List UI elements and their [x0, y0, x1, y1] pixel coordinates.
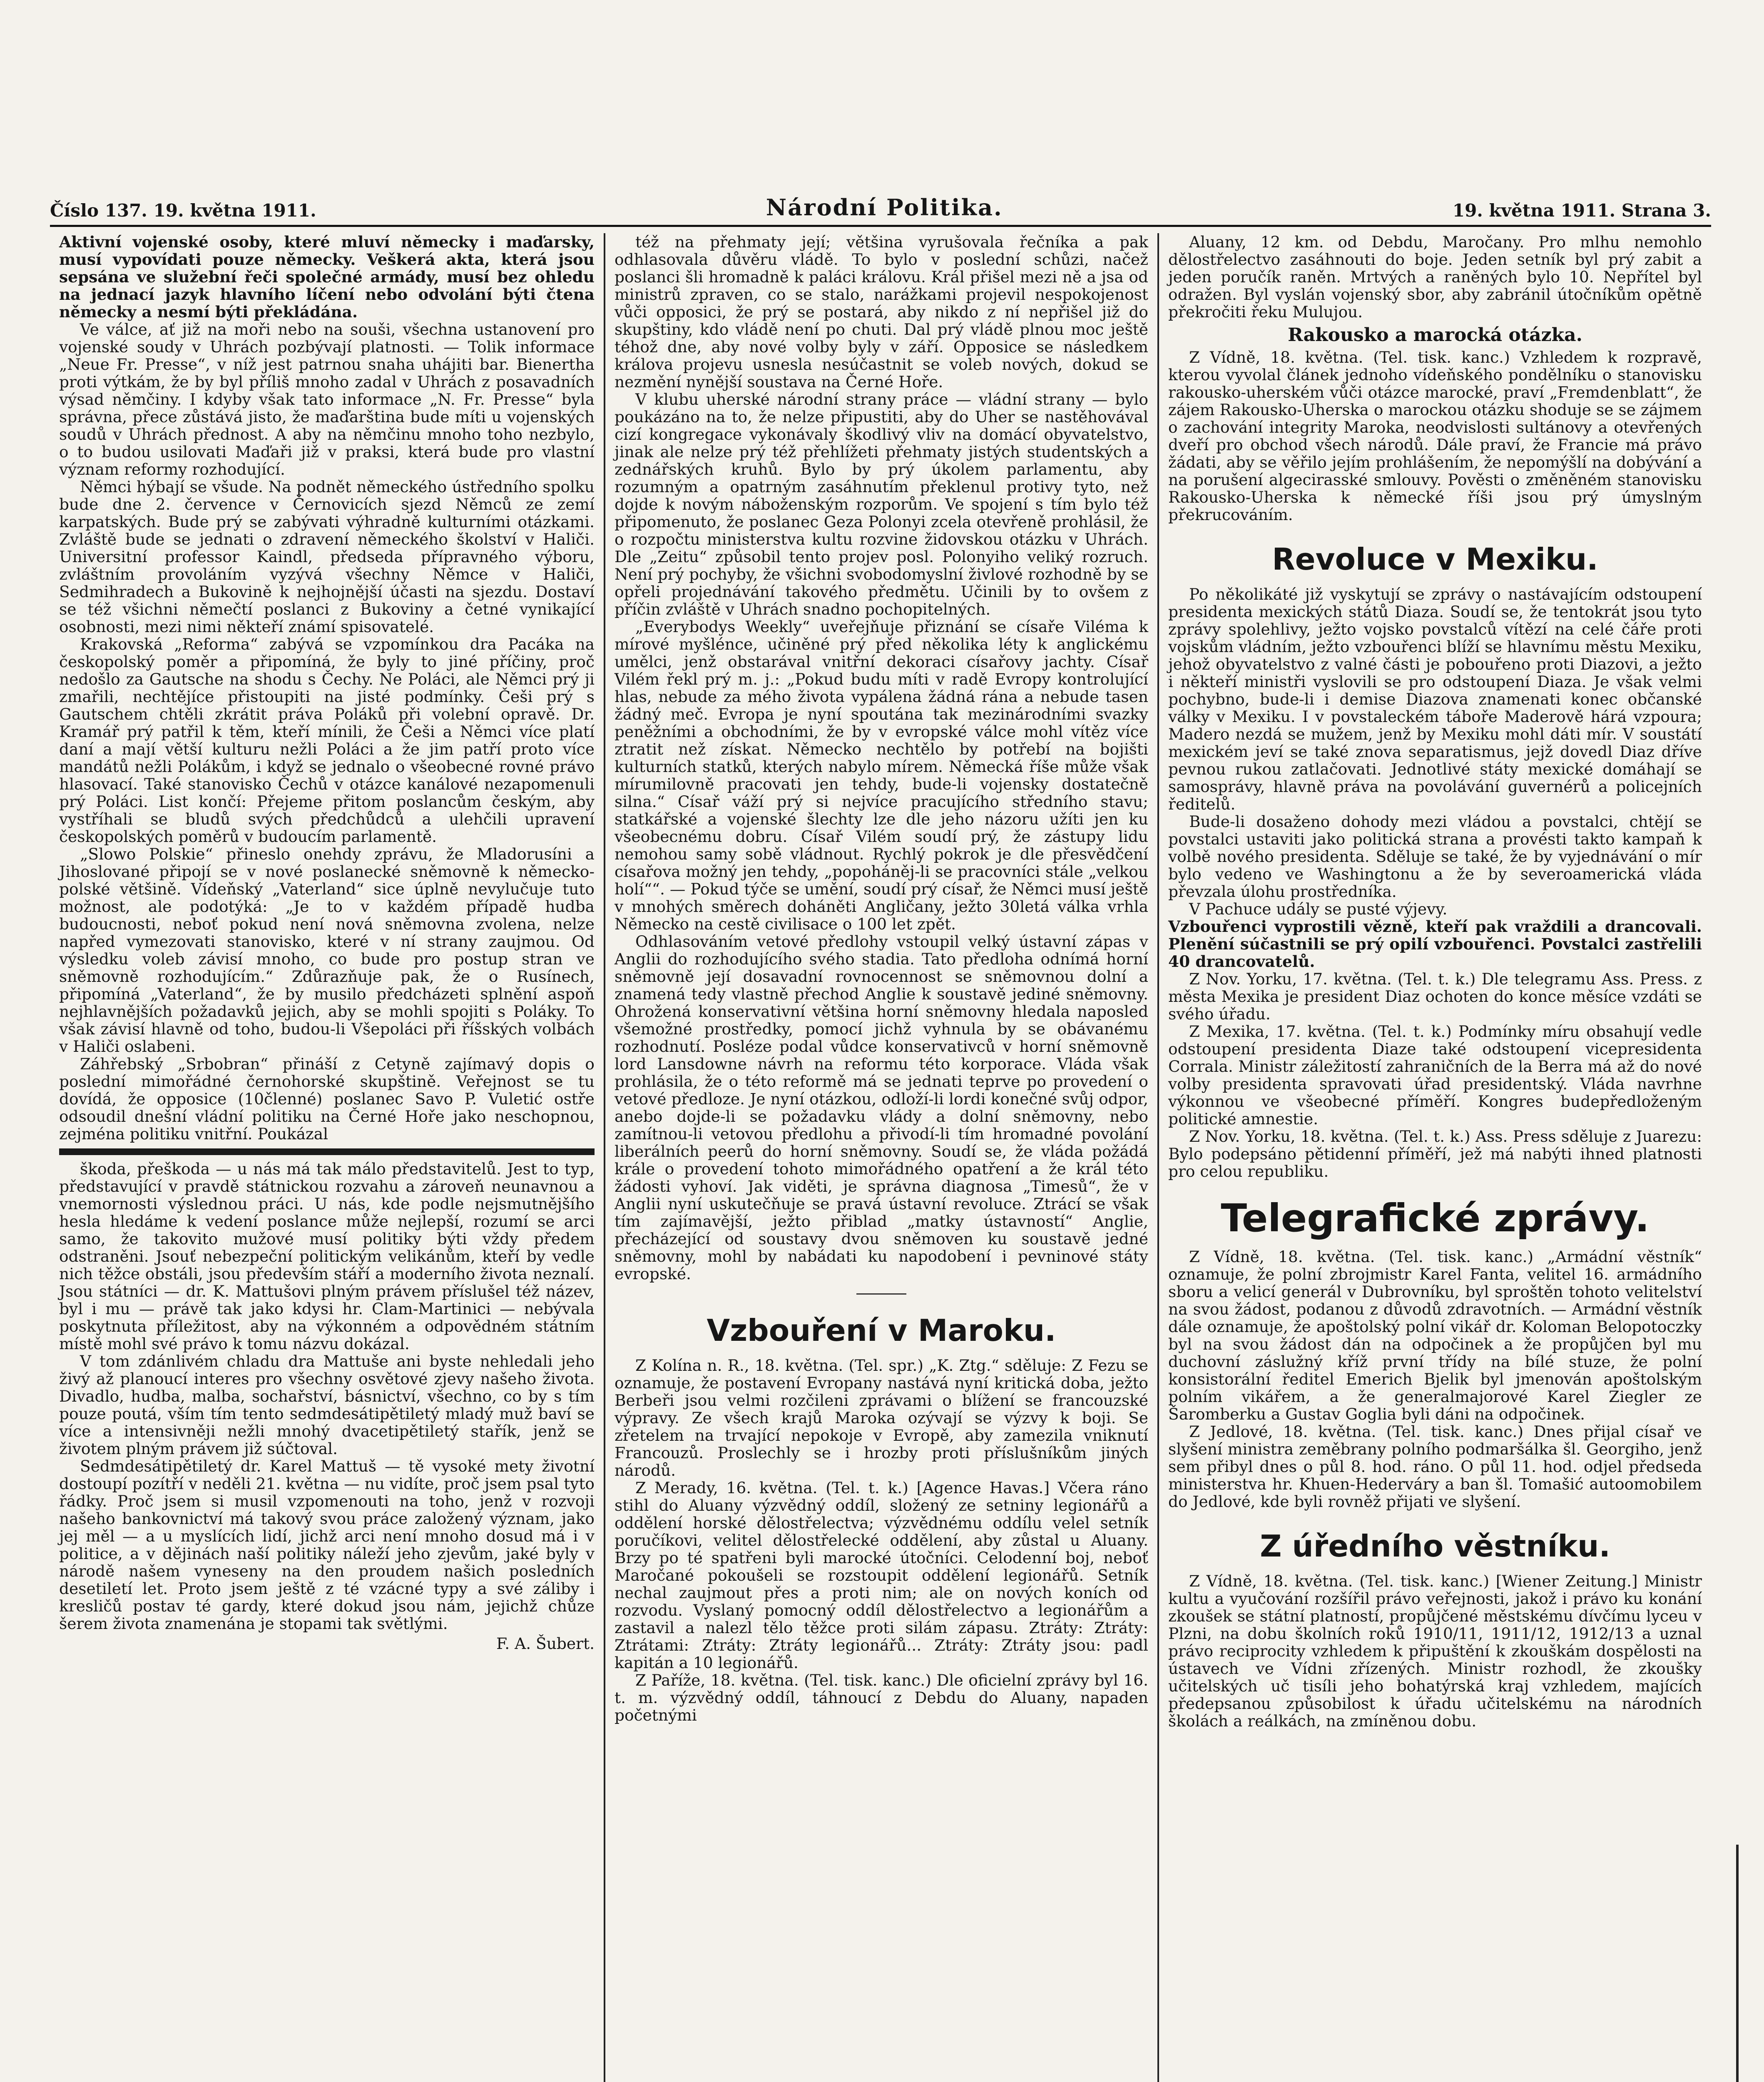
columns — [50, 233, 1711, 2082]
paragraph: V Pachuce udály se pusté výjevy. — [1189, 899, 1448, 918]
page-header — [50, 192, 1711, 221]
paragraph: Záhřebský „Srbobran“ přináší z Cetyně zajímavý dopis o poslední mimořádné černohorské skupštině. Veřejnost se tu dovídá, že opposice (10členné) poslanec Savo P. Vuletić ostře odsoudil dnešní vládní politiku na Černé Hoře jako neschopnou, zejména politiku vnitřní. Poukázal — [59, 1055, 595, 1143]
column-1 — [50, 233, 604, 2082]
paragraph: Aktivní vojenské osoby, které mluví německy i maďarsky, musí vypovídati pouze německy. Veškerá akta, která jsou sepsána ve služební řeči společné armády, musí bez ohledu na jednací jazyk hlavního líčení nebo odvolání býti čtena německy a nesmí býti překládána. — [59, 233, 595, 321]
paragraph: V tom zdánlivém chladu dra Mattuše ani byste nehledali jeho živý až planoucí interes pro všechny osvětové zjevy našeho života. Divadlo, hudba, malba, sochařství, básnictví, všechno, co by s tím pouze poutá, vším tím tento sedmdesátipětiletý mladý muž baví se více a intensivněji nežli mnohý dvacetipětiletý stařík, jenž se životem plným právem již súčtoval. — [59, 1352, 595, 1458]
paragraph: Z Vídně, 18. května. (Tel. tisk. kanc.) Vzhledem k rozpravě, kterou vyvolal článek jednoho vídeňského pondělníku o stanovisku rakousko-uherském vůči otázce marocké, praví „Fremdenblatt“, že zájem Rakousko-Uherska o marockou otázku shoduje se se zájmem o zachování integrity Maroka, neodvislosti sultánovy a otevřených dveří pro obchod všech národů. Dále praví, že Francie má právo žádati, aby se věřilo jejím prohlášením, že nepomýšlí na dobývání a na porušení algecirasské smlouvy. Pověsti o změněném stanovisku Rakousko-Uherska k německé říši jsou prý úmyslným překrucováním. — [1168, 348, 1702, 524]
paragraph: škoda, přeškoda — u nás má tak málo představitelů. Jest to typ, představující v pravdě státnickou rozvahu a zároveň neunavnou a vnemornosti výslednou práci. U nás, kde podle nejsmutnějšího hesla hledáme k vedení poslance může nejlepší, rozumí se arci samo, že takovito mužové musí politiky býti vždy předem odstraněni. Jsouť nebezpeční politickým velikánům, kteří by vedle nich těžce obstáli, jsou především stáří a moderního života neznalí. Jsou státníci — dr. K. Mattušovi plným právem příslušel též název, byl i mu — právě tak jako kdysi hr. Clam-Martinici — nebývala poskytnuta příležitost, aby na výkonném a odpovědném státním místě mohl své právo k tomu názvu dokázal. — [59, 1160, 595, 1353]
paragraph: též na přehmaty její; většina vyrušovala řečníka a pak odhlasovala důvěru vládě. To bylo v poslední schůzi, načež poslanci šli hromadně k paláci královu. Král přišel mezi ně a jsa od ministrů zpraven, co se stalo, narážkami projevil nespokojenost vůči opposici, že prý se postará, aby nikdo z ní nepřišel již do skupštiny, kdo vládě není po chuti. Dal prý vládě plnou moc ještě téhož dne, aby nové volby byly v září. Opposice se následkem králova projevu usnesla nesúčastnit se voleb nových, dokud se nezmění nynější soustava na Černé Hoře. — [615, 233, 1148, 391]
paragraph: Z Mexika, 17. května. (Tel. t. k.) Podmínky míru obsahují vedle odstoupení presidenta Diaze také odstoupení vicepresidenta Corrala. Ministr záležitostí zahraničních de la Berra má až do nové volby presidenta spravovati úřad presidentský. Vláda navrhne výkonnou ve všeobecné příměří. Kongres budepředloženým politické amnestie. — [1168, 1022, 1702, 1128]
paragraph: Z Jedlové, 18. května. (Tel. tisk. kanc.) Dnes přijal císař ve slyšení ministra zeměbrany polního podmaršálka šl. Georgiho, jenž sem přibyl dnes o půl 8. hod. ráno. O půl 11. hod. odjel předseda ministerstva hr. Khuen-Hederváry a ban šl. Tomašić autoomobilem do Jedlové, kde byli rovněž přijati ve slyšení. — [1168, 1422, 1702, 1511]
author-signature: F. A. Šubert. — [496, 1634, 595, 1653]
paragraph: Z Merady, 16. května. (Tel. t. k.) [Agence Havas.] Včera ráno stihl do Aluany výzvědný oddíl, složený ze setniny legionářů a oddělení horské dělostřelectva; výzvědnému oddílu velel setník poručíkovi, velitel dělostřelecké oddělení, aby zůstal u Aluany. Brzy po té spatřeni byli marocké útočníci. Celodenní boj, neboť Maročané pokoušeli se rozstoupit oddělení legionářů. Setník nechal zaujmout přes a proti nim; ale on nových koních od rozvodu. Vyslaný pomocný oddíl dělostřelectvo a legionářům a zastavil a nalezl tělo těžce proti silám zápasu. Ztráty: Ztráty: Ztrátami: Ztráty: Ztráty legionářů... Ztráty: Ztráty jsou: padl kapitán a 10 legionářů. — [615, 1478, 1148, 1672]
column-3 — [1157, 233, 1711, 2082]
paragraph: Bude-li dosaženo dohody mezi vládou a povstalci, chtějí se povstalci ustaviti jako politická strana a provésti takto kampaň k volbě nového presidenta. Sděluje se také, že by vyjednávání o mír bylo vedeno ve Washingtonu a že by severoamerická vláda převzala úlohu prostředníka. — [1168, 812, 1702, 901]
issue-info: Číslo 137. 19. května 1911. — [50, 200, 316, 221]
section-heading: Revoluce v Mexiku. — [1272, 542, 1598, 577]
paragraph: „Slowo Polskie“ přineslo onehdy zprávu, že Mladorusíni a Jihoslované připojí se v nové poslanecké sněmovně k německo-polské většině. Vídeňský „Vaterland“ sice úplně nevylučuje tuto možnost, ale podotýká: „Je to v každém případě hudba budoucnosti, neboť pokud není nová sněmovna zvolena, nelze napřed vymezovati stanovisko, které v ní strany zaujmou. Od výsledku voleb závisí mnoho, co bude pro postup stran ve sněmovně rozhodujícím.“ Zdůrazňuje pak, že o Rusínech, připomíná „Vaterland“, že by musilo předcházeti splnění aspoň nejhlavnějších požadavků jejich, aby se mohli spojiti s Poláky. To však závisí hlavně od toho, budou-li Všepoláci při říšských volbách v Haliči oslabeni. — [59, 845, 595, 1056]
paragraph: Aluany, 12 km. od Debdu, Maročany. Pro mlhu nemohlo dělostřelectvo zasáhnouti do boje. Jeden setník byl prý zabit a jeden poručík raněn. Mrtvých a raněných bylo 10. Nepřítel byl odražen. Byl vyslán vojenský sbor, aby zabránil útočníkům opětně překročiti řeku Mulujou. — [1168, 233, 1702, 321]
paragraph: Krakovská „Reforma“ zabývá se vzpomínkou dra Pacáka na českopolský poměr a připomíná, že byly to jiné příčiny, proč nedošlo za Gautsche na shodu s Čechy. Ne Poláci, ale Němci prý ji zmařili, nechtějíce přistoupiti na jisté podmínky. Češi prý s Gautschem chtěli zkrátit práva Poláků při volební opravě. Dr. Kramář prý patřil k těm, kteří mínili, že Češi a Němci více platí daní a mají větší kulturu nežli Poláci a že jim patří proto více mandátů nežli Polákům, i když se jednalo o všeobecné rovné právo hlasovací. Také stanovisko Čechů v otázce kanálové nezapomenuli prý Poláci. List končí: Přejeme přitom poslancům českým, aby vystříhali se bludů svých předchůdců a ulehčili upravení českopolských poměrů v budoucím parlamentě. — [59, 635, 595, 846]
section-heading: Vzbouření v Maroku. — [707, 1313, 1056, 1348]
column-2 — [604, 233, 1157, 2082]
section-heading: Z úředního věstníku. — [1260, 1528, 1610, 1564]
paragraph: Odhlasováním vetové předlohy vstoupil velký ústavní zápas v Anglii do rozhodujícího svého stadia. Tato předloha odnímá horní sněmovně její dosavadní rovnocennost se sněmovnou dolní a znamená tedy vlastně přechod Anglie k soustavě jediné sněmovny. Ohrožená konservativní většina horní sněmovny hledala naposled všemožné prostředky, pomocí jichž vyhnula by se obávanému rozhodnutí. Posléze podal vůdce konservativců v horní sněmovně lord Lansdowne návrh na reformu této korporace. Vláda však prohlásila, že o této reformě má se jednati teprve po provedení o vetové předloze. Je nyní otázkou, odloží-li lordi konečné svůj odpor, anebo dojde-li se požadavku vlády a dolní sněmovny, nebo zamítnou-li vetovou předlohu a přivodí-li tím hromadné povolání liberálních peerů do horní sněmovny. Soudí se, že vláda požádá krále o provedení tohoto mimořádného opatření a že král této žádosti vyhoví. Jak viděti, je správna diagnosa „Timesů“, že v Anglii nyní uskutečňuje se pravá ústavní revoluce. Ztrácí se však tím zajímavější, ježto přiblad „matky ústavností“ Anglie, přecházející od soustavy dvou sněmoven ku soustavě jedné sněmovny, mohl by nabádati ku napodobení i pevninové státy evropské. — [615, 932, 1148, 1283]
section-heading: Rakousko a marocká otázka. — [1288, 324, 1582, 346]
masthead: Národní Politika. — [766, 194, 1003, 221]
paragraph: Z Vídně, 18. května. (Tel. tisk. kanc.) „Armádní věstník“ oznamuje, že polní zbrojmistr Karel Fanta, velitel 16. armádního sboru a velicí generál v Dubrovníku, byl sproštěn tohoto velitelství na svou žádost, podanou z důvodů zdravotních. — Armádní věstník dále oznamuje, že apoštolský polní vikář dr. Koloman Belopotoczky byl na svou žádost dán na odpočinek a že propůjčen byl mu duchovní záslužný kříž první třídy na bílé stuze, že polní konsistorální ředitel Emerich Bjelik byl jmenován apoštolským polním vikářem, a že generalmajorové Karel Ziegler ze Šaromberku a Gustav Goglia byli dáni na odpočinek. — [1168, 1247, 1702, 1423]
paragraph: Z Kolína n. R., 18. května. (Tel. spr.) „K. Ztg.“ sděluje: Z Fezu se oznamuje, že postavení Evropany nastává nyní kritická doba, ježto Berbeři jsou velmi rozčileni zprávami o blížení se francouzské výpravy. Ze všech krajů Maroka ozývají se výzvy k boji. Se zřetelem na trvající nepokoje v Evropě, aby zamezila vniknutí Francouzů. Proslechly se i hrozby proti příslušníkům jiných národů. — [615, 1356, 1148, 1479]
paragraph: Z Paříže, 18. května. (Tel. tisk. kanc.) Dle oficielní zprávy byl 16. t. m. výzvědný oddíl, táhnoucí z Debdu do Aluany, napaden početnými — [615, 1671, 1148, 1724]
header-rule — [50, 225, 1711, 227]
date-page-info: 19. května 1911. Strana 3. — [1452, 200, 1711, 221]
section-heading: Telegrafické zprávy. — [1221, 1195, 1650, 1240]
paragraph: Z Nov. Yorku, 18. května. (Tel. t. k.) Ass. Press sděluje z Juarezu: Bylo podepsáno pětidenní příměří, jež má nabýti ihned platnosti pro celou republiku. — [1168, 1127, 1702, 1180]
paragraph: Vzbouřenci vyprostili vězně, kteří pak vraždili a drancovali. Plenění súčastnili se prý opilí vzbouřenci. Povstalci zastřelili 40 drancovatelů. — [1168, 917, 1702, 971]
separator — [856, 1293, 906, 1295]
paragraph: Z Vídně, 18. května. (Tel. tisk. kanc.) [Wiener Zeitung.] Ministr kultu a vyučování rozšířil právo veřejnosti, jakož i právo ku konání zkoušek se státní platností, propůjčené městskému dívčímu lyceu v Plzni, na dobu školních roků 1910/11, 1911/12, 1912/13 a uznal právo reciprocity vzhledem k připuštění k zkouškám dospělosti na ústavech ve Vídni zřízených. Ministr rozhodl, že zkoušky učitelských uč tisíli jeho bohatýrská kraj vzhledem, majících předepsanou způsobilost k úřadu učitelskému na národních školách a reálkách, na zmíněnou dobu. — [1168, 1571, 1702, 1730]
paragraph: Ve válce, ať již na moři nebo na souši, všechna ustanovení pro vojenské soudy v Uhrách pozbývají platnosti. — Tolik informace „Neue Fr. Presse“, v níž jest patrnou snaha uhájiti bar. Bienertha proti výtkám, že by byl příliš mnoho zadal v Uhrách z posavadních výsad němčiny. I kdyby však tato informace „N. Fr. Presse“ byla správna, přece zůstává jisto, že maďarština bude míti u vojenských soudů v Uhrách přednost. A aby na němčinu mnoho toho nezbylo, o to budou usilovati Maďaři již v praksi, která bude pro vlastní význam reformy rozhodující. — [59, 320, 595, 478]
paragraph: Z Nov. Yorku, 17. května. (Tel. t. k.) Dle telegramu Ass. Press. z města Mexika je president Diaz ochoten do konce měsíce vzdáti se svého úřadu. — [1168, 969, 1702, 1023]
paragraph: Po několikáté již vyskytují se zprávy o nastávajícím odstoupení presidenta mexických států Diaza. Soudí se, že tentokrát jsou tyto zprávy spolehlivy, ježto vojsko povstalců vítězí na celé čáře proti vojskům vládním, ježto vzbouřenci blíží se hlavnímu městu Mexiku, jehož obyvatelstvo z valné části je pobouřeno proti Diazovi, a ježto i někteří ministři vyslovili se pro odstoupení Diaza. Je však velmi pochybno, bude-li i demise Diazova znamenati konec občanské války v Mexiku. I v povstaleckém táboře Maderově hárá vzpoura; Madero nezdá se mužem, jenž by Mexiku mohl dáti mír. V soustátí mexickém jeví se také znova separatismus, jejž dovedl Diaz dříve pevnou rukou zatlačovati. Jednotlivé státy mexické domáhají se samosprávy, hlavně práva na povolávání guvernérů a policejních ředitelů. — [1168, 585, 1702, 813]
paragraph: Němci hýbají se všude. Na podnět německého ústředního spolku bude dne 2. července v Černovicích sjezd Němců ze zemí karpatských. Bude prý se zabývati výhradně kulturními otázkami. Zvláště bude se jednati o zdravení německého školství v Haliči. Universitní professor Kaindl, předseda přípravného výboru, zvláštním provoláním vyzývá všechny Němce v Haliči, Sedmihradech a Bukovině k nejhojnější účasti na sjezdu. Dostaví se též všichni němečtí poslanci z Bukoviny a četné vynikající osobnosti, mezi nimi někteří známí spisovatelé. — [59, 478, 595, 636]
section-divider — [59, 1148, 595, 1155]
paragraph: Sedmdesátipětiletý dr. Karel Mattuš — tě vysoké mety životní dostoupí pozítří v neděli 21. května — nu vidíte, proč jsem psal tyto řádky. Proč jsem si musil vzpomenouti na toho, jenž v rozvoji našeho bankovnictví má takový svou práce založený význam, jako jej měl — a u myslících lidí, jichž arci není mnoho dosud má i v politice, a v dějinách naší politiky náleží jeho zjevům, jaké byly v národě našem vyneseny na den proudem našich posledních desetiletí let. Proto jsem ještě z té vzácné typy a své záliby i kresličů postav té gardy, které dokud jsou nám, jejichž chůze šerem života znamenána je stopami tak světlými. — [59, 1457, 595, 1633]
margin-rule — [1736, 1845, 1739, 2082]
paragraph: „Everybodys Weekly“ uveřejňuje přiznání se císaře Viléma k mírové myšlénce, učiněné prý před několika léty k anglickému umělci, jenž obstarával vnitřní dekoraci císařovy jachty. Císař Vilém řekl prý m. j.: „Pokud budu míti v radě Evropy kontrolující hlas, nebude za mého života vypálena žádná rána a nebude tasen žádný meč. Evropa je nyní spoutána tak mezinárodními svazky peněžními a obchodními, že by v evropské válce mohl vítěz více ztratit než získat. Německo nechtělo by potřebí na bojišti kulturních statků, kterých nabylo mírem. Německá říše může však mírumilovně pracovati jen tehdy, bude-li vojensky dostatečně silna.“ Císař váží prý si nejvíce pracujícího středního stavu; statkářské a vojenské šlechty lze dle jeho názoru užíti jen ku všeobecnému dobru. Císař Vilém soudí prý, že zástupy lidu nemohou samy sobě vládnout. Rychlý pokrok je dle přesvědčení císařova možný jen tehdy, „popoháněj-li se pracovníci stále „velkou holí““. — Pokud týče se umění, soudí prý císař, že Němci musí ještě v mnohých směrech doháněti Angličany, ježto 30letá válka vrhla Německo na cestě civilisace o 100 let zpět. — [615, 618, 1148, 933]
paragraph: V klubu uherské národní strany práce — vládní strany — bylo poukázáno na to, že nelze připustiti, aby do Uher se nastěhovával cizí kongregace vykonávaly škodlivý vliv na domácí obyvatelstvo, jinak ale nelze prý též přehlížeti přehmaty jistých studentských a zednářských kruhů. Bylo by prý úkolem parlamentu, aby rozumným a opatrným zasáhnutím překlenul protivy tyto, než dojde k novým náboženským rozporům. Ve spojení s tím bylo též připomenuto, že poslanec Geza Polonyi zcela otevřeně prohlásil, že o rozpočtu ministerstva kultu rozvine židovskou otázku v Uhrách. Dle „Zeitu“ způsobil tento projev posl. Polonyiho veliký rozruch. Není prý pochyby, že všichni svobodomyslní živlové rozhodně by se opřeli projednávání takového předmětu. Učinili by to ovšem z příčin zvláště v Uhrách snadno pochopitelných. — [615, 390, 1148, 618]
